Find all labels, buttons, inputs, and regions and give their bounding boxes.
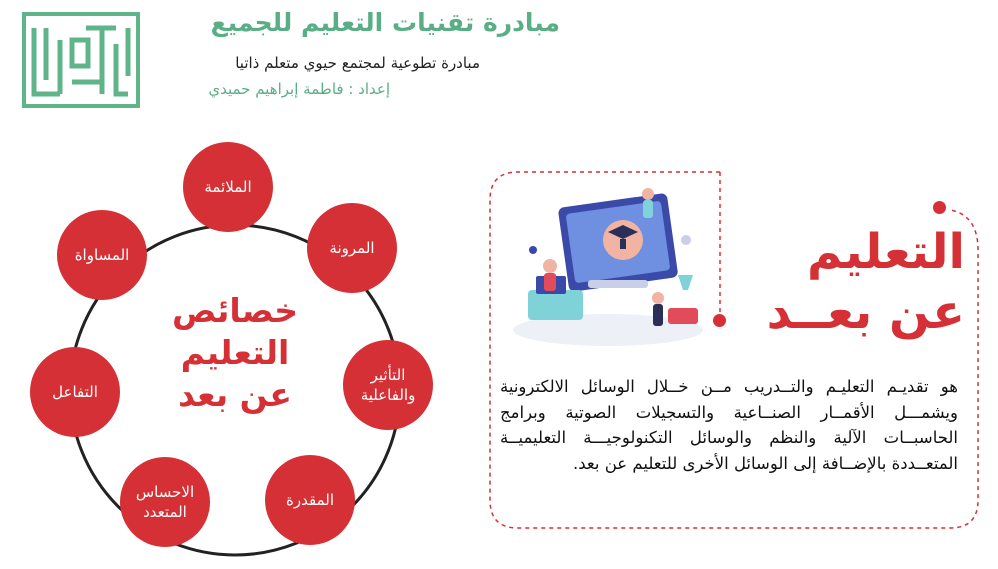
node-equality: المساواة — [57, 210, 147, 300]
diagram-center-title: خصائص التعليم عن بعد — [171, 291, 299, 414]
frame-dot-top — [933, 201, 946, 214]
node-effectiveness: التأثير والفاعلية — [343, 340, 433, 430]
frame-dot-middle — [713, 314, 726, 327]
node-suitability: الملائمة — [183, 142, 273, 232]
definition-title: التعليم عن بعــد — [766, 224, 965, 340]
node-capability: المقدرة — [265, 455, 355, 545]
node-multisensory: الاحساس المتعدد — [120, 457, 210, 547]
author-credit: إعداد : فاطمة إبراهيم حميدي — [208, 80, 390, 98]
initiative-subtitle: مبادرة تطوعية لمجتمع حيوي متعلم ذاتيا — [235, 54, 480, 72]
node-flexibility: المرونة — [307, 203, 397, 293]
initiative-title: مبادرة تقنيات التعليم للجميع — [210, 8, 560, 37]
definition-text: هو تقديـم التعليـم والتــدريب مــن خــلال الوسائل الالكترونية ويشمـــل الأقمــار الصنــاعية والتسجيلات الصوتية وبرامج الحاسبــات الآلية والنظم والوسائل التكنولوجيـــة التعليميــة المتعــددة بالإضــافة إلى الوسائل الأخرى للتعليم عن بعد. — [500, 377, 958, 473]
node-interaction: التفاعل — [30, 347, 120, 437]
initiative-logo — [22, 12, 140, 108]
logo-mark — [26, 16, 136, 104]
elearning-illustration — [508, 180, 708, 350]
